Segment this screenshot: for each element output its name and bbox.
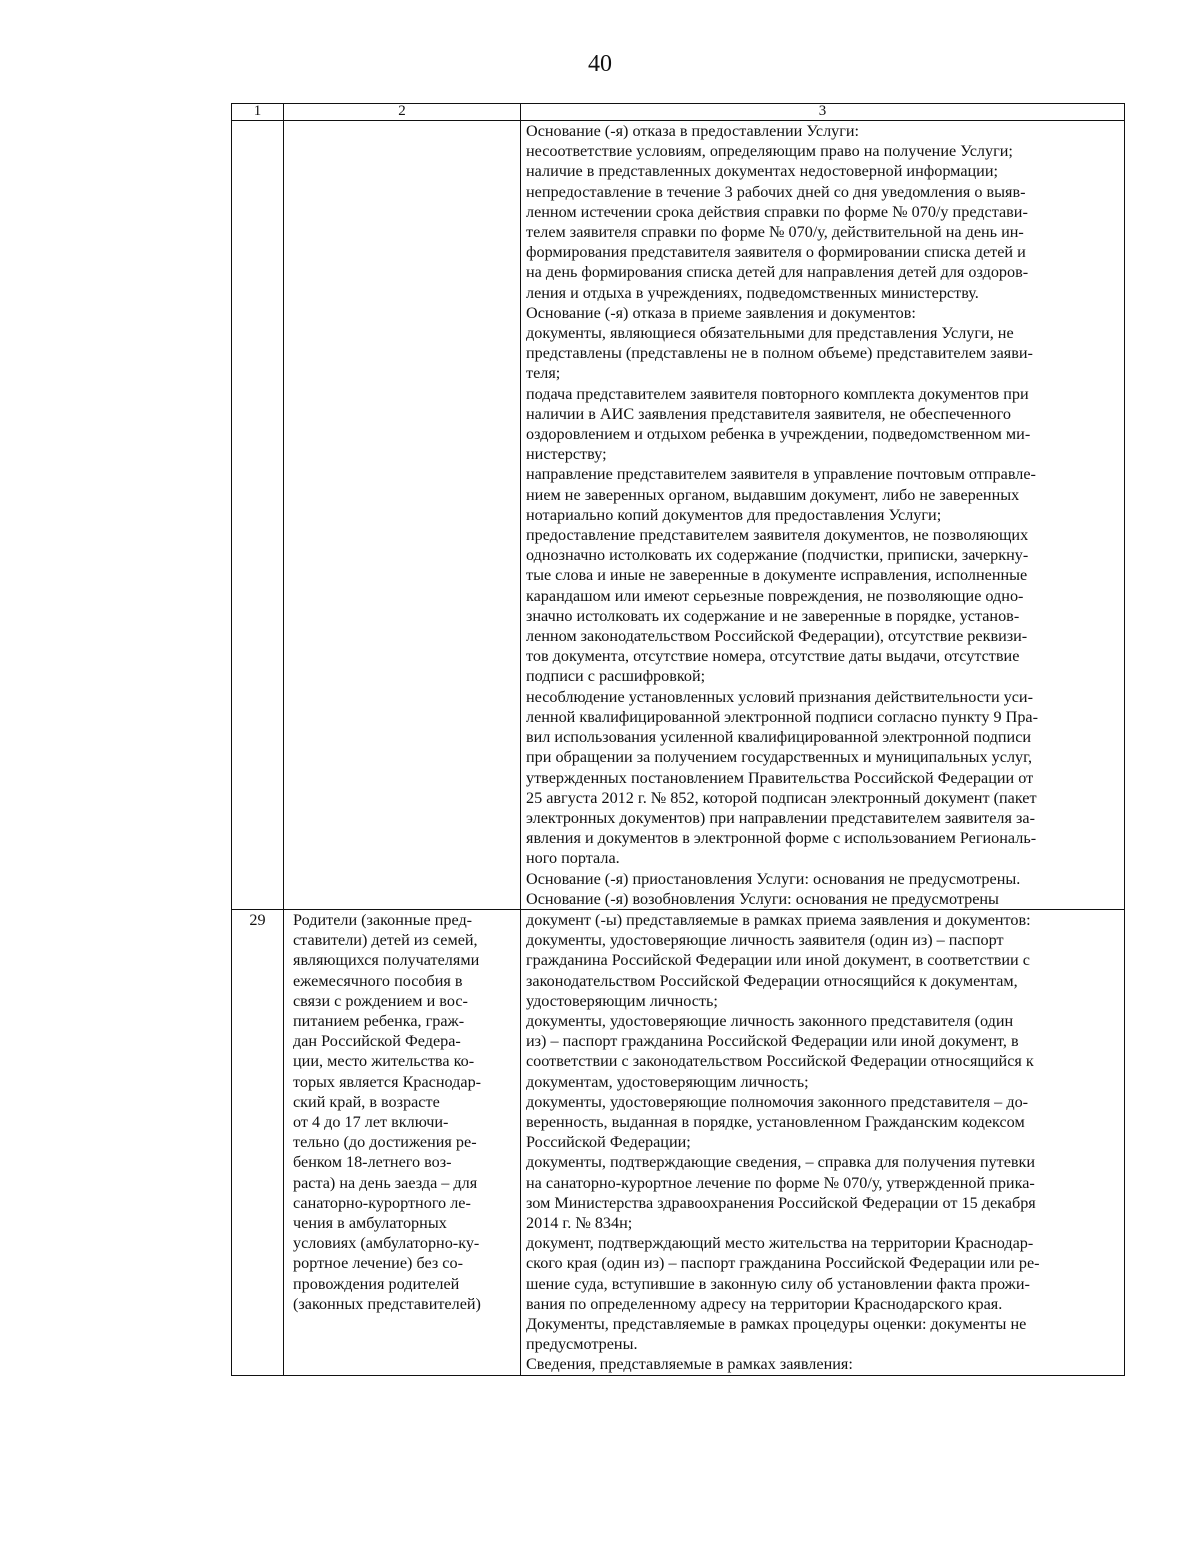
table-row — [232, 909, 1125, 1375]
category-line: ставители) детей из семей, — [293, 931, 478, 950]
content-line: Документы, представляемые в рамках процедуры оценки: документы не — [526, 1314, 1027, 1333]
content-line: Основание (-я) отказа в приеме заявления и документов: — [526, 303, 916, 322]
category-line: раста) на день заезда – для — [293, 1173, 478, 1192]
category-line: ции, место жительства ко- — [293, 1052, 475, 1071]
content-line: нием не заверенных органом, выдавшим документ, либо не заверенных — [526, 485, 1020, 504]
content-line: тов документа, отсутствие номера, отсутствие даты выдачи, отсутствие — [526, 647, 1020, 666]
content-line: наличии в АИС заявления представителя заявителя, не обеспеченного — [526, 404, 1011, 423]
content-line: Российской Федерации; — [526, 1133, 691, 1152]
content-line: документы, удостоверяющие личность законного представителя (один — [526, 1011, 1014, 1030]
content-cell — [521, 121, 1125, 910]
content-line: удостоверяющим личность; — [526, 991, 718, 1010]
category-line: санаторно-курортного ле- — [293, 1193, 471, 1212]
category-line: чения в амбулаторных — [293, 1213, 447, 1232]
content-line: зом Министерства здравоохранения Российской Федерации от 15 декабря — [526, 1193, 1036, 1212]
header-col-1: 1 — [232, 104, 284, 121]
category-line: (законных представителей) — [293, 1294, 481, 1313]
content-line: шение суда, вступившие в законную силу об установлении факта прожи- — [526, 1274, 1030, 1293]
content-line: предоставление представителем заявителя документов, не позволяющих — [526, 526, 1029, 545]
category-line: торых является Краснодар- — [293, 1072, 482, 1091]
content-line: утвержденных постановлением Правительства Российской Федерации от — [526, 768, 1034, 787]
content-line: вания по определенному адресу на территории Краснодарского края. — [526, 1294, 1003, 1313]
content-line: ленной квалифицированной электронной подписи согласно пункту 9 Пра- — [526, 707, 1038, 726]
content-line: формирования представителя заявителя о формировании списка детей и — [526, 243, 1026, 262]
content-line: явления и документов в электронной форме с использованием Региональ- — [526, 829, 1037, 848]
content-line: ленном законодательством Российской Федерации), отсутствие реквизи- — [526, 627, 1028, 646]
content-line: подписи с расшифровкой; — [526, 667, 706, 686]
content-line: Сведения, представляемые в рамках заявления: — [526, 1355, 853, 1374]
content-line: однозначно истолковать их содержание (подчистки, приписки, зачеркну- — [526, 546, 1029, 565]
category-line: ский край, в возрасте — [293, 1092, 440, 1111]
category-line: тельно (до достижения ре- — [293, 1133, 477, 1152]
category-line: ежемесячного пособия в — [293, 971, 463, 990]
content-line: оздоровлением и отдыхом ребенка в учреждении, подведомственном ми- — [526, 425, 1031, 444]
content-line: документы, являющиеся обязательными для представления Услуги, не — [526, 324, 1014, 343]
category-cell — [284, 121, 521, 910]
category-line: от 4 до 17 лет включи- — [293, 1112, 449, 1131]
content-line: карандашом или имеют серьезные повреждения, не позволяющие одно- — [526, 586, 1024, 605]
content-line: веренность, выданная в порядке, установленном Гражданским кодексом — [526, 1112, 1025, 1131]
content-line: Основание (-я) приостановления Услуги: основания не предусмотрены. — [526, 869, 1021, 888]
content-line: наличие в представленных документах недостоверной информации; — [526, 162, 998, 181]
content-line: соответствии с законодательством Российской Федерации относящийся к — [526, 1052, 1034, 1071]
content-line: теля; — [526, 364, 561, 383]
row-number-cell — [232, 121, 284, 910]
content-line: на день формирования списка детей для направления детей для оздоров- — [526, 263, 1029, 282]
content-line: подача представителем заявителя повторного комплекта документов при — [526, 384, 1029, 403]
content-line: документы, удостоверяющие личность заявителя (один из) – паспорт — [526, 931, 1004, 950]
content-line: гражданина Российской Федерации или иной документ, в соответствии с — [526, 951, 1030, 970]
content-line: на санаторно-курортное лечение по форме № 070/у, утвержденной прика- — [526, 1173, 1035, 1192]
table-header-row — [232, 104, 1125, 121]
table-row — [232, 121, 1125, 910]
page-number: 40 — [588, 51, 612, 77]
content-line: Основание (-я) отказа в предоставлении Услуги: — [526, 122, 860, 140]
content-line: ления и отдыха в учреждениях, подведомственных министерству. — [526, 283, 979, 302]
content-line: документам, удостоверяющим личность; — [526, 1072, 809, 1091]
content-line: значно истолковать их содержание и не заверенные в порядке, установ- — [526, 606, 1020, 625]
document-table — [231, 103, 1125, 1376]
row-number-cell: 29 — [232, 909, 284, 1375]
content-line: непредоставление в течение 3 рабочих дней со дня уведомления о выяв- — [526, 182, 1026, 201]
category-line: провождения родителей — [293, 1274, 460, 1293]
content-line: нистерству; — [526, 445, 607, 464]
content-line: документы, удостоверяющие полномочия законного представителя – до- — [526, 1092, 1029, 1111]
content-line: тые слова и иные не заверенные в документе исправления, исполненные — [526, 566, 1028, 585]
content-line: при обращении за получением государственных и муниципальных услуг, — [526, 748, 1032, 767]
content-line: документ, подтверждающий место жительства на территории Краснодар- — [526, 1234, 1034, 1253]
content-line: нотариально копий документов для предоставления Услуги; — [526, 505, 942, 524]
content-line: телем заявителя справки по форме № 070/у, действительной на день ин- — [526, 223, 1024, 242]
category-line: являющихся получателями — [293, 951, 480, 970]
content-line: электронных документов) при направлении представителем заявителя за- — [526, 808, 1035, 827]
category-line: Родители (законные пред- — [293, 910, 473, 929]
content-line: вил использования усиленной квалифицированной электронной подписи — [526, 728, 1032, 747]
content-cell — [521, 909, 1125, 1375]
content-line: из) – паспорт гражданина Российской Федерации или иной документ, в — [526, 1032, 1019, 1051]
content-line: Основание (-я) возобновления Услуги: основания не предусмотрены — [526, 889, 999, 908]
content-line: 2014 г. № 834н; — [526, 1213, 633, 1232]
content-line: 25 августа 2012 г. № 852, которой подписан электронный документ (пакет — [526, 788, 1037, 807]
content-line: ленном истечении срока действия справки по форме № 070/у представи- — [526, 202, 1028, 221]
header-col-2: 2 — [284, 104, 521, 121]
content-line: ского края (один из) – паспорт гражданина Российской Федерации или ре- — [526, 1254, 1040, 1273]
content-line: направление представителем заявителя в управление почтовым отправле- — [526, 465, 1036, 484]
category-line: условиях (амбулаторно-ку- — [293, 1234, 480, 1253]
content-line: законодательством Российской Федерации относящийся к документам, — [526, 971, 1018, 990]
category-line: питанием ребенка, граж- — [293, 1011, 465, 1030]
content-line: представлены (представлены не в полном объеме) представителем заяви- — [526, 344, 1033, 363]
content-line: несоответствие условиям, определяющим право на получение Услуги; — [526, 142, 1013, 161]
category-line: бенком 18-летнего воз- — [293, 1153, 452, 1172]
category-line: дан Российской Федера- — [293, 1032, 461, 1051]
content-line: несоблюдение установленных условий признания действительности уси- — [526, 687, 1033, 706]
content-line: документы, подтверждающие сведения, – справка для получения путевки — [526, 1153, 1036, 1172]
category-line: рортное лечение) без со- — [293, 1254, 463, 1273]
category-cell — [284, 909, 521, 1375]
content-line: документ (-ы) представляемые в рамках приема заявления и документов: — [526, 910, 1031, 929]
header-col-3: 3 — [521, 104, 1125, 121]
content-line: ного портала. — [526, 849, 620, 868]
category-line: связи с рождением и вос- — [293, 991, 468, 1010]
content-line: предусмотрены. — [526, 1335, 638, 1354]
